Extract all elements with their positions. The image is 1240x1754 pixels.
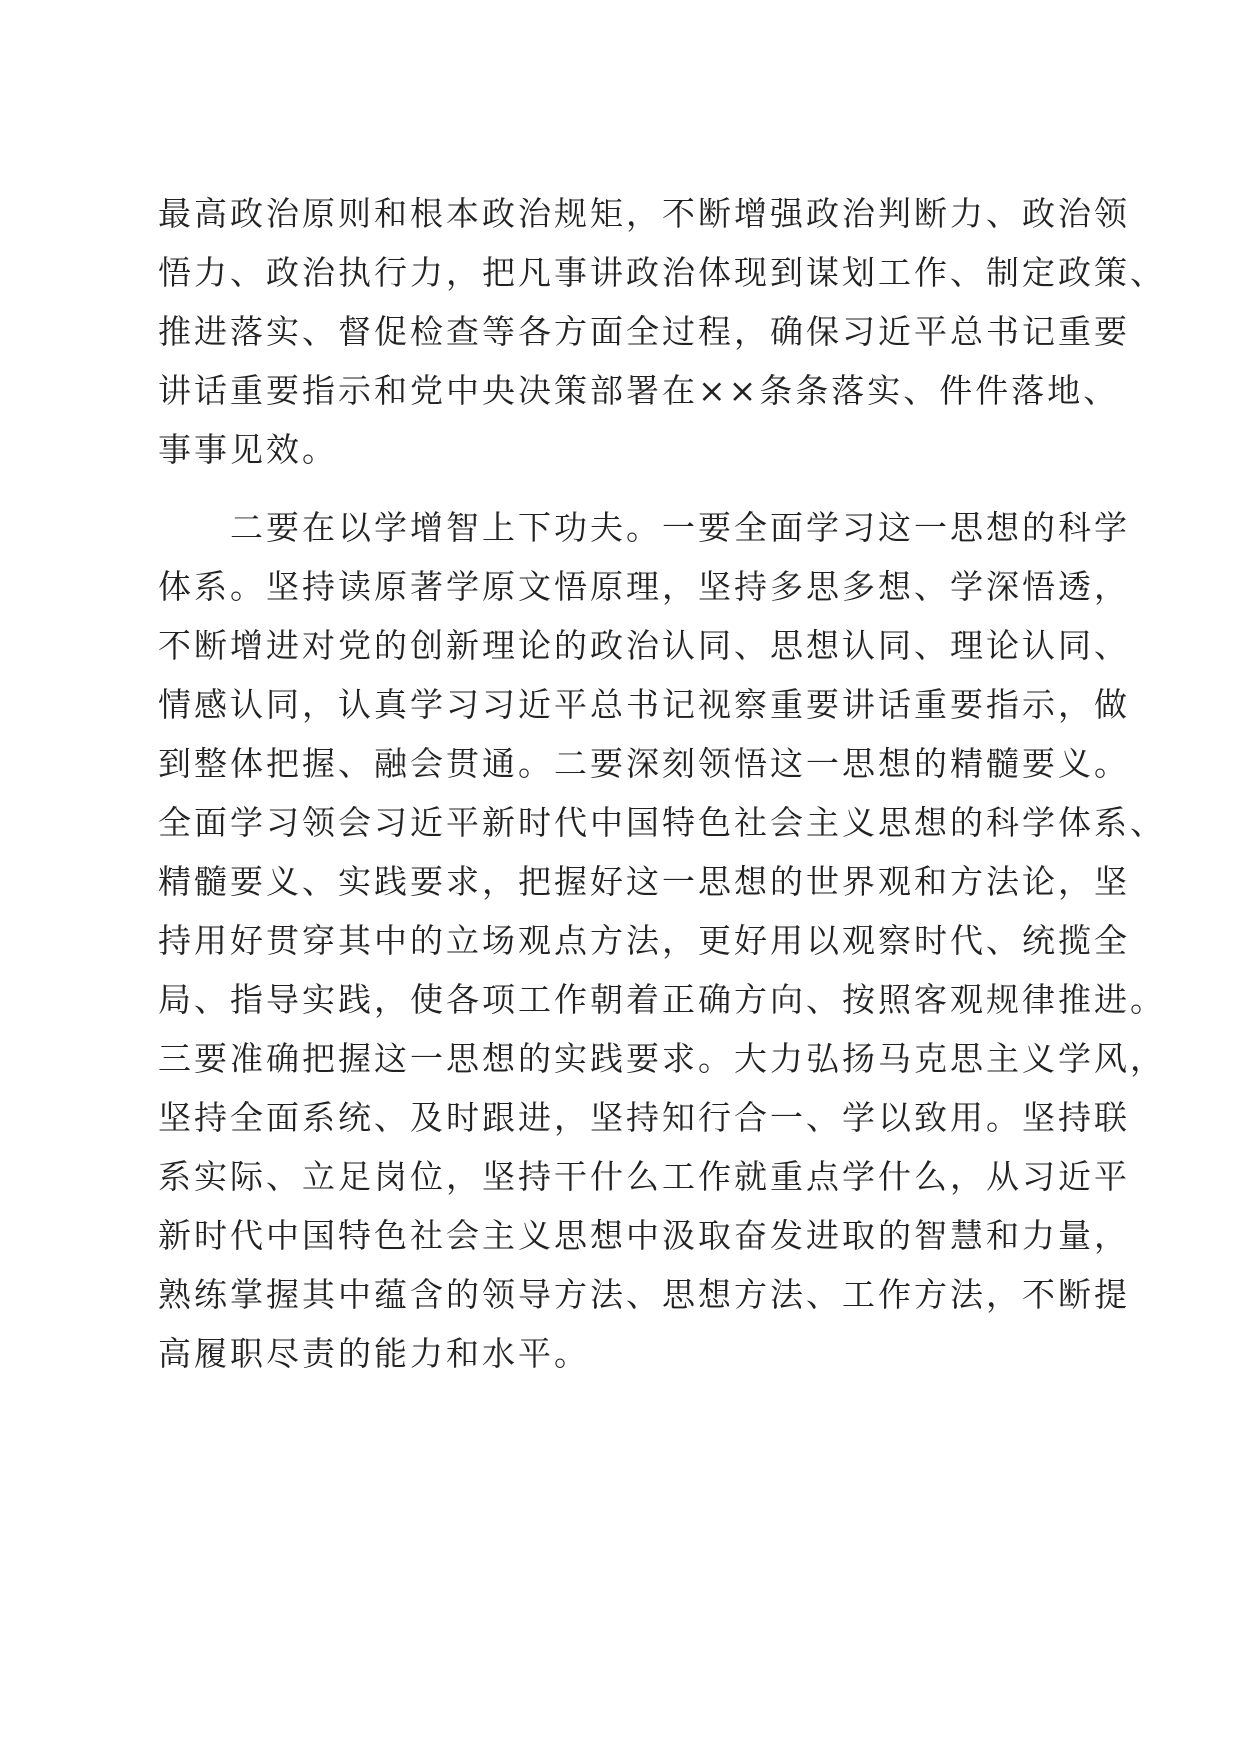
text-line: 悟力、政治执行力，把凡事讲政治体现到谋划工作、制定政策、 xyxy=(158,253,1166,292)
text-line: 熟练掌握其中蕴含的领导方法、思想方法、工作方法，不断提 xyxy=(158,1275,1130,1314)
document-body xyxy=(158,184,1166,1383)
text-line: 局、指导实践，使各项工作朝着正确方向、按照客观规律推进。 xyxy=(158,980,1166,1019)
paragraph-1 xyxy=(158,184,1166,479)
text-line: 坚持全面系统、及时跟进，坚持知行合一、学以致用。坚持联 xyxy=(158,1098,1130,1137)
text-line: 到整体把握、融会贯通。二要深刻领悟这一思想的精髓要义。 xyxy=(158,744,1130,783)
text-line: 讲话重要指示和党中央决策部署在××条条落实、件件落地、 xyxy=(158,371,1120,410)
text-line: 不断增进对党的创新理论的政治认同、思想认同、理论认同、 xyxy=(158,626,1130,665)
text-line: 推进落实、督促检查等各方面全过程，确保习近平总书记重要 xyxy=(158,312,1130,351)
text-line: 情感认同，认真学习习近平总书记视察重要讲话重要指示，做 xyxy=(158,685,1130,724)
text-line: 最高政治原则和根本政治规矩，不断增强政治判断力、政治领 xyxy=(158,194,1130,233)
text-line: 三要准确把握这一思想的实践要求。大力弘扬马克思主义学风， xyxy=(158,1039,1166,1078)
text-line: 全面学习领会习近平新时代中国特色社会主义思想的科学体系、 xyxy=(158,803,1166,842)
text-line: 精髓要义、实践要求，把握好这一思想的世界观和方法论，坚 xyxy=(158,862,1130,901)
text-line: 二要在以学增智上下功夫。一要全面学习这一思想的科学 xyxy=(158,508,1130,547)
paragraph-2 xyxy=(158,498,1166,1383)
text-line: 持用好贯穿其中的立场观点方法，更好用以观察时代、统揽全 xyxy=(158,921,1130,960)
text-line: 新时代中国特色社会主义思想中汲取奋发进取的智慧和力量， xyxy=(158,1216,1130,1255)
text-line: 事事见效。 xyxy=(158,430,338,469)
text-line: 体系。坚持读原著学原文悟原理，坚持多思多想、学深悟透， xyxy=(158,567,1130,606)
paragraph-spacer xyxy=(158,479,1078,498)
text-line: 高履职尽责的能力和水平。 xyxy=(158,1334,590,1373)
text-line: 系实际、立足岗位，坚持干什么工作就重点学什么，从习近平 xyxy=(158,1157,1130,1196)
